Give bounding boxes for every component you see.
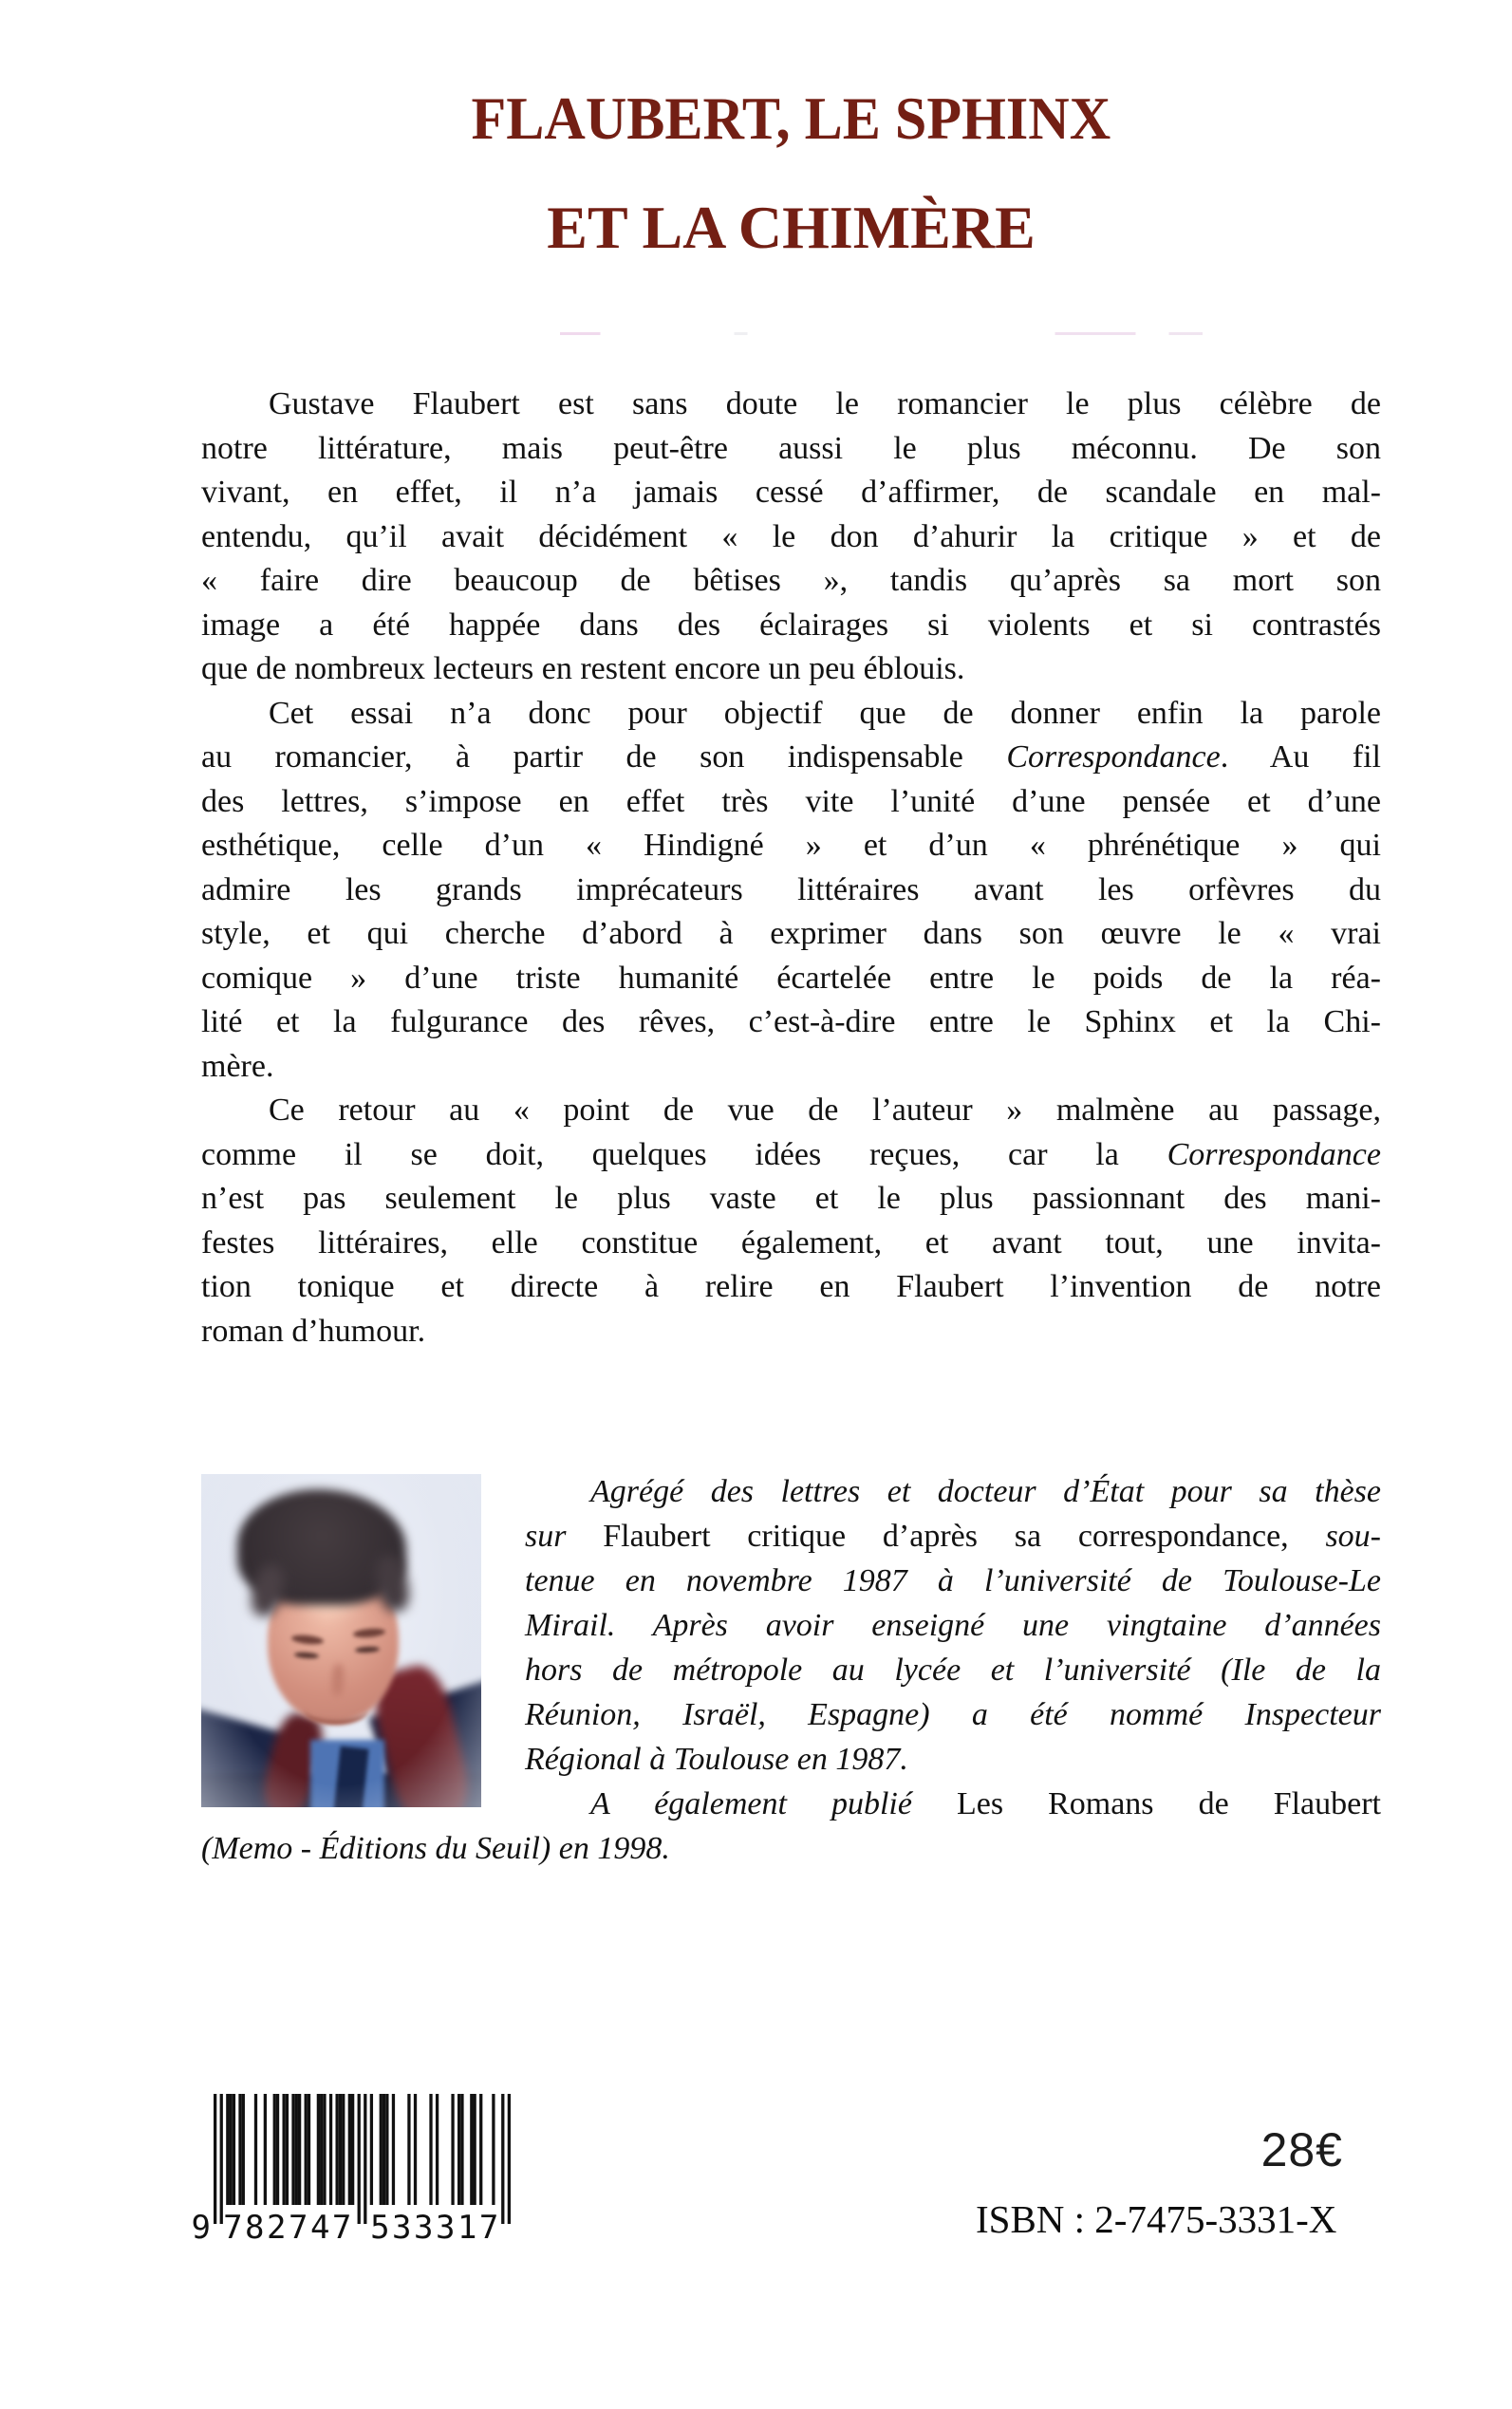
text-line [201, 1133, 1381, 1178]
roman-text-segment: « faire dire beaucoup de bêtises », tandis qu’après sa mort son [201, 563, 1381, 598]
barcode-bar [305, 2094, 308, 2205]
barcode-bar [286, 2094, 289, 2205]
text-line [201, 1826, 1381, 1871]
barcode-bar [276, 2094, 279, 2205]
barcode-bar [254, 2094, 257, 2205]
text-line [201, 912, 1381, 957]
text-line [201, 1310, 1381, 1354]
photo-vignette [201, 1474, 481, 1807]
roman-text-segment: au romancier, à partir de son indispensable [201, 739, 1007, 775]
book-title-line-1 [201, 84, 1381, 152]
synopsis-text [201, 383, 1381, 1354]
barcode-bar [383, 2094, 385, 2205]
barcode-bar [364, 2094, 366, 2224]
isbn-label: ISBN : 2-7475-3331-X [976, 2197, 1337, 2241]
roman-text-segment: notre littérature, mais peut-être aussi le plus méconnu. De son [201, 430, 1381, 466]
barcode-bar [470, 2094, 473, 2205]
book-title-text-2: ET LA CHIMÈRE [547, 194, 1036, 261]
barcode-bar [479, 2094, 482, 2205]
barcode-bar [320, 2094, 323, 2205]
barcode-bar [436, 2094, 439, 2205]
scan-artifact-line [560, 332, 1229, 335]
roman-text-segment: n’est pas seulement le plus vaste et le plus passionnant des mani- [201, 1181, 1381, 1216]
barcode [186, 2094, 518, 2244]
author-bio-section [201, 1469, 1381, 1871]
italic-text-segment: (Memo - Éditions du Seuil) en 1998. [201, 1831, 670, 1866]
barcode-bar [242, 2094, 245, 2205]
barcode-bar [238, 2094, 241, 2205]
italic-text-segment: tenue en novembre 1987 à l’université de Toulouse-Le [525, 1563, 1381, 1598]
price-label: 28€ [1260, 2123, 1343, 2176]
text-line [201, 957, 1381, 1001]
roman-text-segment: comique » d’une triste humanité écartelée entre le poids de la réa- [201, 960, 1381, 996]
barcode-bar [295, 2094, 298, 2205]
text-line [201, 427, 1381, 472]
text-line [201, 471, 1381, 515]
text-line [201, 604, 1381, 648]
roman-text-segment: Gustave Flaubert est sans doute le romancier le plus célèbre de [269, 386, 1381, 421]
text-line [201, 1000, 1381, 1045]
roman-text-segment: entendu, qu’il avait décidément « le don d’ahurir la critique » et de [201, 518, 1381, 554]
barcode-bar [291, 2094, 294, 2205]
text-line [201, 1265, 1381, 1310]
barcode-bar [429, 2094, 432, 2205]
barcode-bar [351, 2094, 354, 2205]
text-line [201, 1089, 1381, 1133]
barcode-digits: 9 [191, 2209, 211, 2244]
barcode-bar [460, 2094, 463, 2205]
barcode-bar [229, 2094, 232, 2205]
roman-text-segment: Ce retour au « point de vue de l’auteur » malmène au passage, [269, 1092, 1381, 1128]
roman-text-segment: festes littéraires, elle constitue également, et avant tout, une invita- [201, 1224, 1381, 1261]
roman-text-segment: admire les grands imprécateurs littéraires avant les orfèvres du [201, 871, 1381, 907]
barcode-bar [457, 2094, 460, 2205]
barcode-bar [214, 2094, 216, 2224]
italic-text-segment: sou- [1288, 1519, 1381, 1554]
italic-text-segment: Agrégé des lettres et docteur d’État pour sa thèse [590, 1474, 1381, 1509]
barcode-bar [358, 2094, 361, 2224]
roman-text-segment: esthétique, celle d’un « Hindigné » et d’un « phrénétique » qui [201, 828, 1381, 863]
barcode-bar [392, 2094, 395, 2205]
barcode-digits: 782747 [223, 2209, 354, 2244]
italic-text-segment: Mirail. Après avoir enseigné une vingtaine d’années [525, 1608, 1381, 1643]
barcode-bar [308, 2094, 310, 2205]
italic-text-segment: Correspondance [1167, 1136, 1381, 1172]
roman-text-segment: lité et la fulgurance des rêves, c’est-à-dire entre le Sphinx et la Chi- [201, 1004, 1381, 1039]
barcode-digits: 533317 [370, 2209, 501, 2244]
roman-text-segment: Flaubert critique d’après sa correspondance, [603, 1519, 1289, 1554]
barcode-bar [220, 2094, 223, 2224]
roman-text-segment: . Au fil [1220, 739, 1381, 775]
roman-text-segment: image a été happée dans des éclairages si violents et si contrastés [201, 607, 1381, 643]
barcode-bar [380, 2094, 383, 2205]
barcode-bar [233, 2094, 235, 2205]
text-line [201, 736, 1381, 780]
italic-text-segment: A également publié [590, 1786, 957, 1821]
barcode-bar [342, 2094, 345, 2205]
roman-text-segment: Cet essai n’a donc pour objectif que de donner enfin la parole [269, 695, 1381, 731]
roman-text-segment: tion tonique et directe à relire en Flaubert l’invention de notre [201, 1269, 1381, 1304]
text-line [201, 559, 1381, 604]
italic-text-segment: Régional à Toulouse en 1987. [525, 1742, 908, 1777]
barcode-bar [501, 2094, 504, 2224]
barcode-bar [370, 2094, 373, 2205]
italic-text-segment: Réunion, Israël, Espagne) a été nommé Inspecteur [525, 1697, 1381, 1732]
barcode-bar [339, 2094, 342, 2205]
barcode-bar [298, 2094, 301, 2205]
barcode-bar [407, 2094, 410, 2205]
text-line [201, 1045, 1381, 1090]
author-photo [201, 1474, 481, 1807]
barcode-bar [508, 2094, 511, 2224]
barcode-bar [329, 2094, 332, 2205]
barcode-bar [385, 2094, 388, 2205]
barcode-bar [473, 2094, 476, 2205]
barcode-bar [336, 2094, 339, 2205]
roman-text-segment: mère. [201, 1048, 274, 1084]
barcode-bar [317, 2094, 320, 2205]
roman-text-segment: vivant, en effet, il n’a jamais cessé d’affirmer, de scandale en mal- [201, 475, 1381, 510]
text-line [201, 647, 1381, 692]
italic-text-segment: Correspondance [1006, 739, 1221, 775]
barcode-bar [273, 2094, 276, 2205]
roman-text-segment: Les Romans de Flaubert [956, 1786, 1382, 1821]
text-line [201, 1177, 1381, 1222]
barcode-bar [264, 2094, 267, 2205]
barcode-bar [226, 2094, 229, 2205]
text-line [201, 780, 1381, 825]
barcode-bar [323, 2094, 326, 2205]
roman-text-segment: comme il se doit, quelques idées reçues, car la [201, 1136, 1167, 1172]
text-line [201, 868, 1381, 913]
barcode-bar [348, 2094, 351, 2205]
text-line [201, 1222, 1381, 1266]
roman-text-segment: des lettres, s’impose en effet très vite l’unité d’une pensée et d’une [201, 783, 1381, 819]
roman-text-segment: style, et qui cherche d’abord à exprimer dans son œuvre le « vrai [201, 916, 1381, 951]
book-title-text-1: FLAUBERT, LE SPHINX [471, 84, 1111, 152]
text-line [201, 383, 1381, 427]
barcode-bar [282, 2094, 285, 2205]
author-photo-frame [201, 1469, 525, 1811]
barcode-bar [414, 2094, 417, 2205]
text-line [201, 824, 1381, 868]
book-title-line-2 [201, 194, 1381, 261]
barcode-bar [492, 2094, 495, 2205]
text-line [201, 692, 1381, 737]
barcode-bar [451, 2094, 454, 2205]
italic-text-segment: hors de métropole au lycée et l’université (Ile de la [525, 1653, 1381, 1688]
italic-text-segment: sur [525, 1519, 604, 1554]
roman-text-segment: que de nombreux lecteurs en restent encore un peu éblouis. [201, 651, 965, 686]
text-line [201, 515, 1381, 560]
roman-text-segment: roman d’humour. [201, 1313, 426, 1349]
